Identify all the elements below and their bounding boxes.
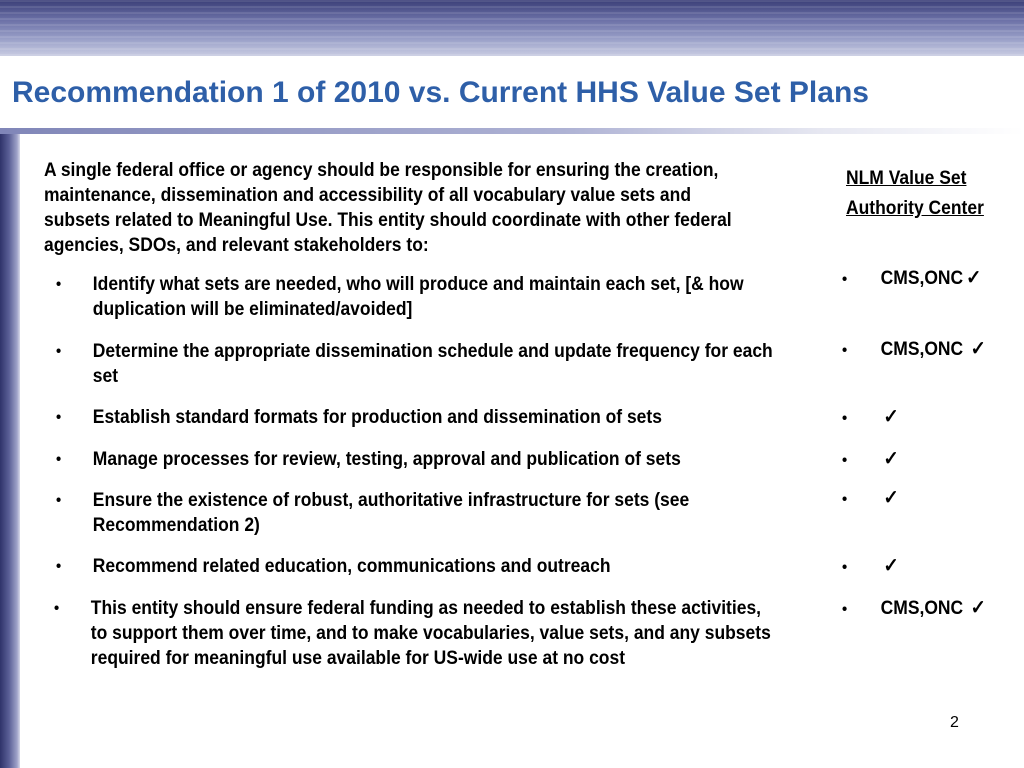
- bullet-icon: •: [54, 600, 60, 617]
- bullet-icon: •: [56, 492, 62, 509]
- checkmark-icon: ✓: [883, 487, 899, 509]
- bullet-icon: •: [842, 559, 848, 576]
- checkmark-icon: ✓: [883, 406, 899, 428]
- list-item-text: Identify what sets are needed, who will produce and maintain each set, [& how duplication will be eliminated/avoided]: [92, 274, 744, 320]
- bullet-icon: •: [842, 342, 848, 359]
- status-item: [842, 266, 1008, 292]
- list-item-text: Ensure the existence of robust, authoritative infrastructure for sets (see Recommendation 2): [92, 490, 690, 536]
- checkmark-icon: ✓: [965, 267, 982, 289]
- status-item: [842, 405, 1008, 431]
- checkmark-icon: ✓: [970, 338, 986, 360]
- list-item-text: Determine the appropriate dissemination schedule and update frequency for each set: [92, 341, 773, 387]
- list-item-text: Establish standard formats for production and dissemination of sets: [92, 407, 662, 428]
- list-item-text: This entity should ensure federal funding as needed to establish these activities, to support them over time, and to make vocabularies, value sets, and any subsets required for meaningful use available for US-wide use at no cost: [90, 598, 771, 669]
- checkmark-icon: ✓: [970, 597, 986, 619]
- bullet-icon: •: [56, 558, 62, 575]
- header-band: [0, 0, 1024, 56]
- list-item: [56, 339, 783, 389]
- bullet-icon: •: [56, 409, 62, 426]
- status-item: [842, 337, 1008, 363]
- bullet-icon: •: [842, 452, 848, 469]
- bullet-icon: •: [842, 271, 848, 288]
- status-item: [842, 596, 1008, 622]
- list-item: [56, 554, 783, 579]
- bullet-icon: •: [842, 491, 848, 508]
- slide-title: Recommendation 1 of 2010 vs. Current HHS Value Set Plans: [12, 76, 869, 109]
- status-label: CMS,ONC: [880, 339, 964, 360]
- list-item-text: Manage processes for review, testing, approval and publication of sets: [92, 449, 681, 470]
- list-item: [56, 405, 783, 430]
- status-item: [842, 447, 1008, 473]
- intro-paragraph: A single federal office or agency should be responsible for ensuring the creation, maintenance, dissemination and accessibility of all vocabulary value sets and subsets related to Meaningful Use. This entity should coordinate with other federal agencies, SDOs, and relevant stakeholders to:: [44, 160, 732, 256]
- page-number: 2: [950, 714, 959, 731]
- list-item: [54, 596, 781, 671]
- list-item: [56, 488, 783, 538]
- checkmark-icon: ✓: [883, 448, 899, 470]
- bullet-icon: •: [842, 410, 848, 427]
- list-item: [56, 447, 783, 472]
- bullet-icon: •: [56, 451, 62, 468]
- bullet-icon: •: [56, 276, 62, 293]
- status-item: [842, 554, 1008, 580]
- list-item-text: Recommend related education, communications and outreach: [92, 556, 611, 577]
- bullet-icon: •: [842, 601, 848, 618]
- status-label: CMS,ONC: [880, 598, 964, 619]
- checkmark-icon: ✓: [883, 555, 899, 577]
- bullet-icon: •: [56, 343, 62, 360]
- list-item: [56, 272, 783, 322]
- right-column-header: NLM Value Set Authority Center: [846, 168, 984, 219]
- title-divider: [0, 128, 1024, 134]
- status-item: [842, 486, 1008, 512]
- left-accent-band: [0, 134, 20, 768]
- status-label: CMS,ONC: [880, 268, 964, 289]
